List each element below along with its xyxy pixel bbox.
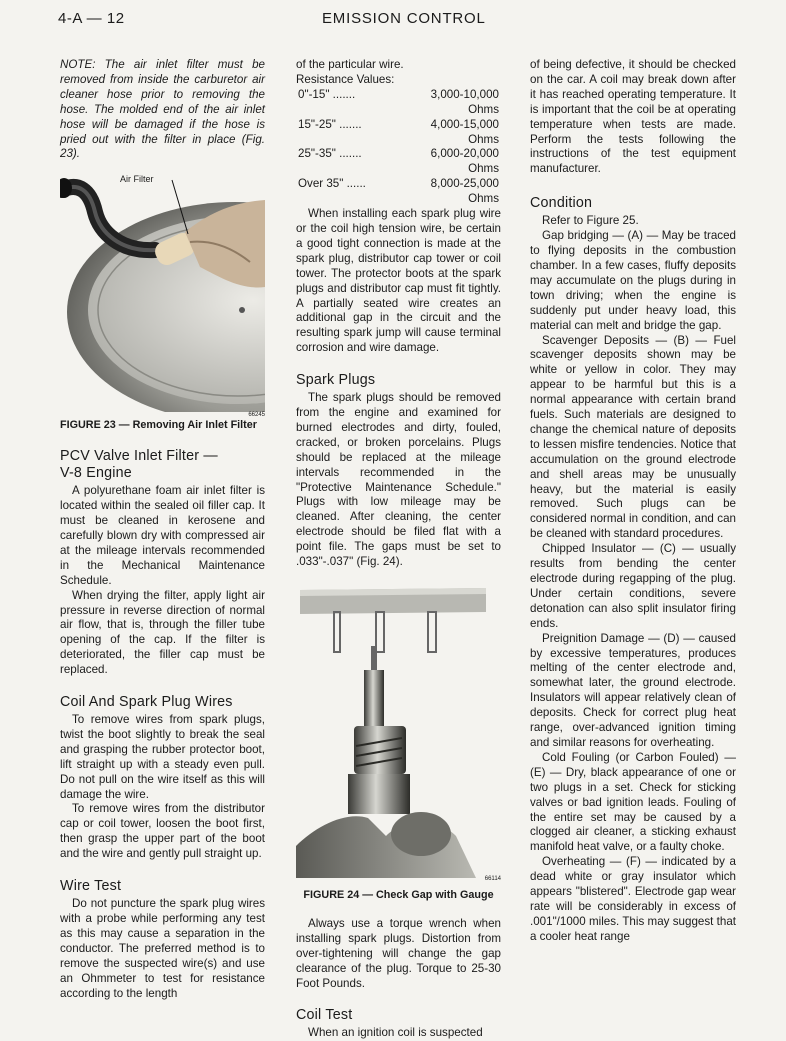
- figure-23-number: 66245: [248, 412, 265, 419]
- note-paragraph: NOTE: The air inlet filter must be removed from inside the carburetor air cleaner hose prior to removing the hose. The molded end of the air inlet hose will be damaged if the hose is pried out with the filter in place (Fig. 23).: [60, 58, 265, 161]
- pcv-heading-line-2: V-8 Engine: [60, 465, 132, 482]
- wire-test-heading: Wire Test: [60, 878, 122, 895]
- figure-24: [296, 586, 501, 886]
- cold-fouling-paragraph: Cold Fouling (or Carbon Fouled) — (E) — Dry, black appearance of one or two plugs in a set. Check for sticking valves or bad ignition leads. Fouling of the entire set may be caused by a clogged air cleaner, a sticking exhaust manifold heat valve, or a faulty choke.: [530, 750, 736, 854]
- column-2: [296, 58, 501, 1041]
- resistance-row: Over 35" ...... 8,000-25,000 Ohms: [298, 177, 499, 206]
- coil-wires-heading: Coil And Spark Plug Wires: [60, 694, 233, 711]
- air-filter-label: Air Filter: [120, 174, 154, 185]
- resistance-row: 25"-35" ....... 6,000-20,000 Ohms: [298, 147, 499, 176]
- chipped-insulator-paragraph: Chipped Insulator — (C) — usually results from bending the center electrode during regapping of the plug. Under certain conditions, severe detonation can also split insulator firing ends.: [530, 542, 736, 630]
- scavenger-deposits-paragraph: Scavenger Deposits — (B) — Fuel scavenger deposits shown may be white or yellow in color. They may appear to be harmful but this is a normal appearance with certain brand fuels. Such materials are designed to change the chemical nature of deposits to lessen misfire tendencies. Notice that accumulation on the ground electrode and shell areas may be unusually heavy, but the material is easily removed. Such plugs can be considered normal in condition, and can be cleaned with standard procedures.: [530, 333, 736, 541]
- coil-test-heading: Coil Test: [296, 1007, 353, 1024]
- pcv-paragraph-2: When drying the filter, apply light air pressure in reverse direction of normal air flow, that is, through the filler tube opening of the cap. If the filter is deteriorated, the filler cap must be replaced.: [60, 588, 265, 677]
- preignition-damage-paragraph: Preignition Damage — (D) — caused by excessive temperatures, produces melting of the center electrode and, somewhat later, the ground electrode. Insulators will appear relatively clean of deposits. Check for correct plug heat range, over-advanced ignition timing and similar reasons for overheating.: [530, 631, 736, 749]
- column-3: [530, 58, 736, 945]
- spark-plugs-paragraph: The spark plugs should be removed from the engine and examined for burned electrodes and dirty, fouled, cracked, or broken porcelains. Plugs should be replaced at the mileage intervals recommended in the "Protective Maintenance Schedule." Plugs with low mileage may be cleaned. After cleaning, the center electrode should be filed flat with a point file. The gaps must be set to .033"-.037" (Fig. 24).: [296, 391, 501, 569]
- pcv-paragraph-1: A polyurethane foam air inlet filter is located within the sealed oil filler cap. It must be cleaned in kerosene and carefully blown dry with compressed air at the mileage intervals recommended in the Mechanical Maintenance Schedule.: [60, 484, 265, 587]
- figure-23: [60, 168, 265, 419]
- page-title: EMISSION CONTROL: [322, 10, 486, 27]
- pcv-heading-line-1: PCV Valve Inlet Filter —: [60, 448, 218, 465]
- condition-heading: Condition: [530, 195, 593, 212]
- coil-test-paragraph: When an ignition coil is suspected: [308, 1026, 483, 1040]
- wire-test-paragraph: Do not puncture the spark plug wires with a probe while performing any test as this may cause a separation in the conductor. The preferred method is to remove the suspected wire(s) and use an Ohmmeter to test for resistance according to the length: [60, 897, 265, 1000]
- column-1: [60, 58, 265, 1001]
- spark-plugs-heading: Spark Plugs: [296, 372, 376, 389]
- coil-wires-paragraph-2: To remove wires from the distributor cap or coil tower, loosen the boot first, then grasp the upper part of the boot and the wire and gently pull straight up.: [60, 802, 265, 861]
- figure-24-number: 66114: [484, 876, 501, 882]
- gap-bridging-paragraph: Gap bridging — (A) — May be traced to flying deposits in the combustion chamber. In a few cases, fluffy deposits may accumulate on the plugs during in town driving; when the engine is suddenly put under heavy load, this material can melt and bridge the gap.: [530, 229, 736, 332]
- resistance-table: [296, 88, 499, 207]
- figure-23-caption: FIGURE 23 — Removing Air Inlet Filter: [60, 419, 257, 432]
- condition-reference: Refer to Figure 25.: [542, 214, 639, 228]
- air-filter-illustration: [60, 172, 265, 412]
- resistance-row: 0"-15" ....... 3,000-10,000 Ohms: [298, 87, 499, 116]
- figure-24-caption: FIGURE 24 — Check Gap with Gauge: [303, 889, 494, 901]
- coil-test-continuation: of being defective, it should be checked on the car. A coil may break down after it has reached operating temperature. It is important that the coil be at operating temperature when tests are made. Perform the tests following the instructions of the test equipment manufacturer.: [530, 58, 736, 176]
- resistance-row: 15"-25" ....... 4,000-15,000 Ohms: [298, 117, 499, 146]
- spark-plug-gauge-illustration: [296, 586, 501, 878]
- overheating-paragraph: Overheating — (F) — indicated by a dead white or gray insulator which appears "blistered". Electrode gap wear rate will be considerably in excess of .001"/1000 miles. This may suggest that a cooler heat range: [530, 855, 736, 943]
- torque-paragraph: Always use a torque wrench when installing spark plugs. Distortion from over-tightening will change the gap clearance of the plug. Torque to 25-30 Foot Pounds.: [296, 916, 501, 990]
- coil-wires-paragraph-1: To remove wires from spark plugs, twist the boot slightly to break the seal and grasping the rubber protector boot, lift straight up with a steady even pull. Do not pull on the wire itself as this will damage the wire.: [60, 713, 265, 801]
- wire-test-continuation: of the particular wire.: [296, 58, 404, 71]
- page-number: 4-A — 12: [58, 10, 125, 27]
- install-paragraph: When installing each spark plug wire or the coil high tension wire, be certain a good tight connection is made at the spark plug, distributor cap tower or coil tower. The protector boots at the spark plugs and distributor cap must fit tightly. A partially seated wire creates an additional gap in the circuit and the resulting spark jump will cause terminal corrosion and wire damage.: [296, 207, 501, 355]
- resistance-title: Resistance Values:: [296, 72, 395, 86]
